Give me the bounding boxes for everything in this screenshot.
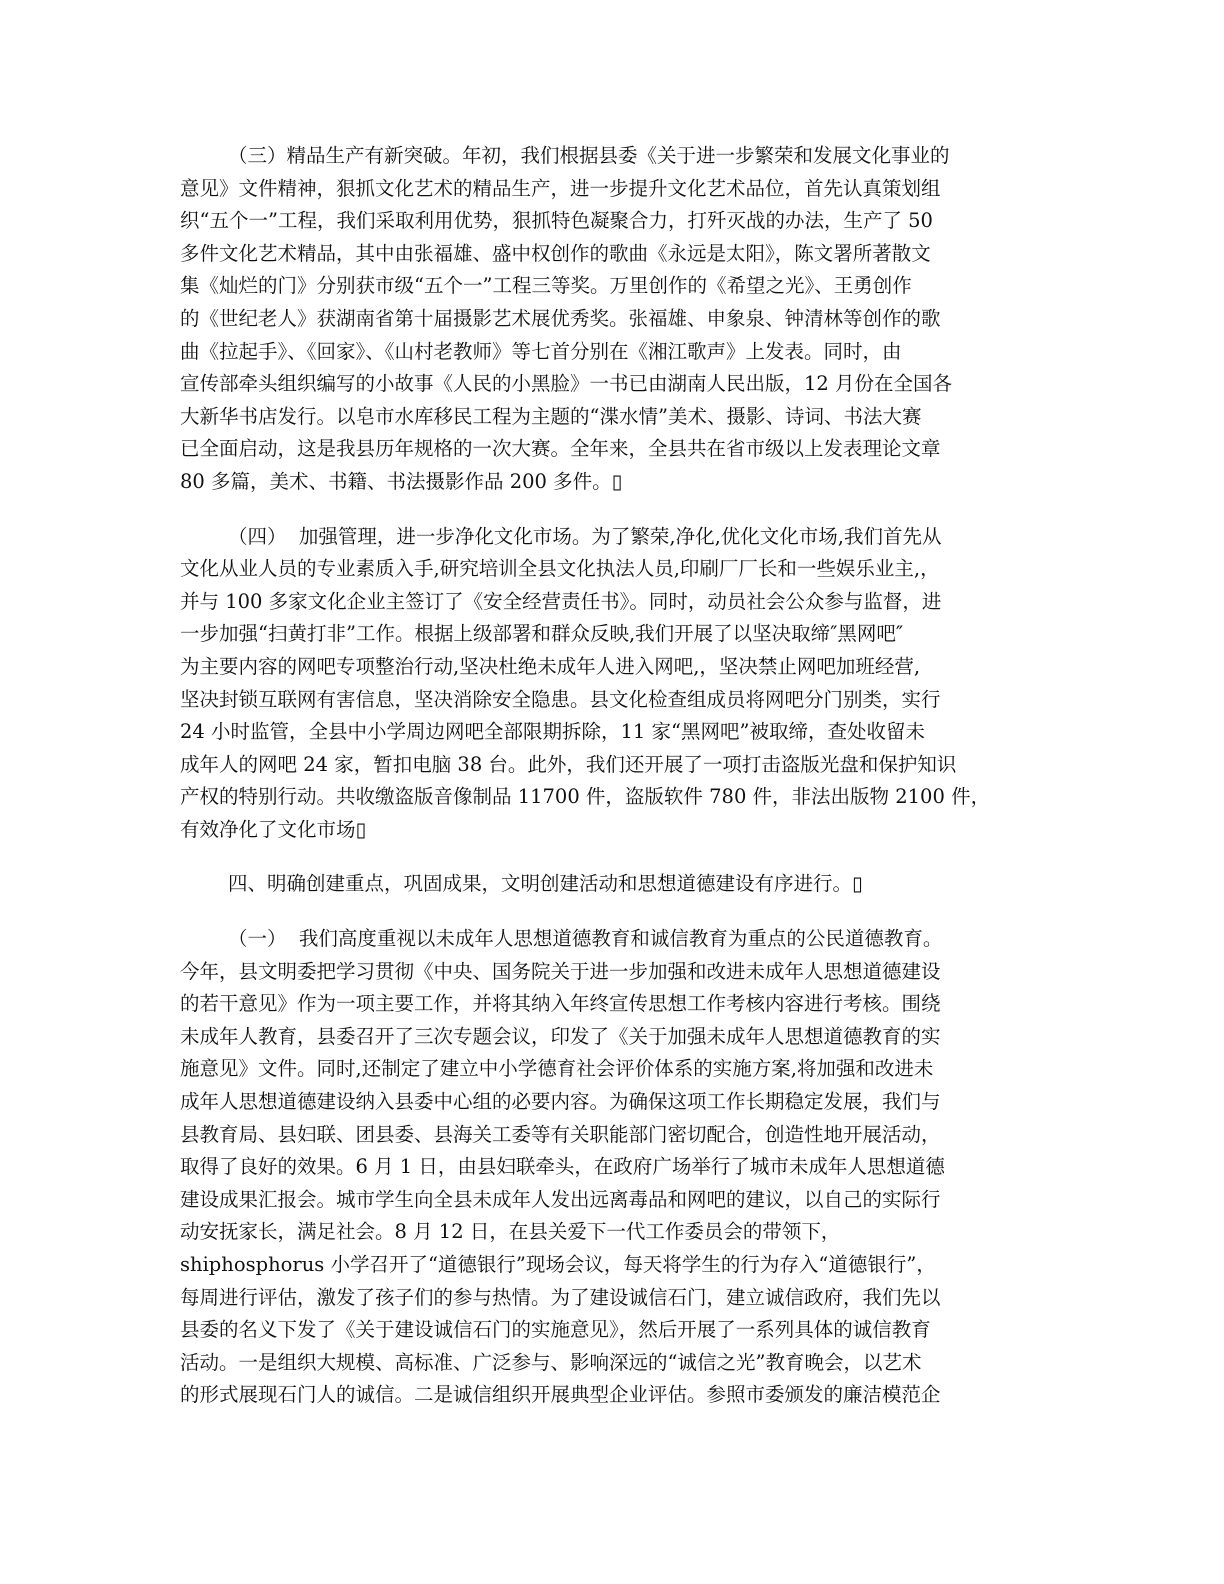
text-line: 一步加强“扫黄打非”工作。根据上级部署和群众反映,我们开展了以坚决取缔″黑网吧″ — [180, 622, 904, 646]
text-line: 的《世纪老人》获湖南省第十届摄影艺术展优秀奖。张福雄、申象泉、钟清林等创作的歌 — [180, 306, 941, 330]
text-line: 为主要内容的网吧专项整治行动,坚决杜绝未成年人进入网吧,，坚决禁止网吧加班经营, — [180, 654, 921, 678]
text-line: 织“五个一”工程，我们采取利用优势，狠抓特色凝聚合力，打歼灭战的办法，生产了 50 — [180, 209, 933, 233]
text-line: 四、明确创建重点，巩固成果，文明创建活动和思想道德建设有序进行。▯ — [228, 872, 863, 896]
text-line: 取得了良好的效果。6 月 1 日，由县妇联牵头，在政府广场举行了城市未成年人思想道德 — [180, 1155, 945, 1179]
text-line: 多件文化艺术精品，其中由张福雄、盛中权创作的歌曲《永远是太阳》，陈文署所著散文 — [180, 241, 931, 265]
text-line: 产权的特别行动。共收缴盗版音像制品 11700 件，盗版软件 780 件，非法出版物 2100 件， — [180, 785, 991, 809]
text-line: 成年人思想道德建设纳入县委中心组的必要内容。为确保这项工作长期稳定发展，我们与 — [180, 1090, 941, 1114]
text-line: 活动。一是组织大规模、高标准、广泛参与、影响深远的“诚信之光”教育晚会，以艺术 — [180, 1350, 922, 1374]
paragraph-market-management — [180, 521, 1046, 847]
text-line: 动安抚家长，满足社会。8 月 12 日，在县关爱下一代工作委员会的带领下， — [180, 1220, 841, 1244]
text-line: 并与 100 多家文化企业主签订了《安全经营责任书》。同时，动员社会公众参与监督，进 — [180, 589, 942, 613]
text-line: 未成年人教育，县委召开了三次专题会议，印发了《关于加强未成年人思想道德教育的实 — [180, 1024, 941, 1048]
text-line: （四） 加强管理，进一步净化文化市场。为了繁荣,净化,优化文化市场,我们首先从 — [228, 524, 942, 548]
text-line: 意见》文件精神，狠抓文化艺术的精品生产，进一步提升文化艺术品位，首先认真策划组 — [180, 176, 941, 200]
paragraph-moral-education — [180, 923, 1046, 1412]
text-line: 24 小时监管，全县中小学周边网吧全部限期拆除，11 家“黑网吧”被取缔，查处收留未 — [180, 720, 925, 744]
text-line: 施意见》文件。同时,还制定了建立中小学德育社会评价体系的实施方案,将加强和改进未 — [180, 1057, 934, 1081]
text-line: 的若干意见》作为一项主要工作，并将其纳入年终宣传思想工作考核内容进行考核。围绕 — [180, 992, 941, 1016]
text-line: 坚决封锁互联网有害信息，坚决消除安全隐患。县文化检查组成员将网吧分门别类，实行 — [180, 687, 941, 711]
text-line: 县委的名义下发了《关于建设诚信石门的实施意见》，然后开展了一系列具体的诚信教育 — [180, 1318, 931, 1342]
text-line: （一） 我们高度重视以未成年人思想道德教育和诚信教育为重点的公民道德教育。 — [228, 927, 943, 951]
section-heading-civilization — [180, 868, 1046, 901]
text-line: 今年，县文明委把学习贯彻《中央、国务院关于进一步加强和改进未成年人思想道德建设 — [180, 959, 941, 983]
text-line: 每周进行评估，激发了孩子们的参与热情。为了建设诚信石门，建立诚信政府，我们先以 — [180, 1285, 941, 1309]
text-line: 已全面启动，这是我县历年规格的一次大赛。全年来，全县共在省市级以上发表理论文章 — [180, 437, 941, 461]
text-line: 建设成果汇报会。城市学生向全县未成年人发出远离毒品和网吧的建议，以自己的实际行 — [180, 1187, 941, 1211]
text-line: 成年人的网吧 24 家，暂扣电脑 38 台。此外，我们还开展了一项打击盗版光盘和保护知识 — [180, 752, 957, 776]
text-line: 大新华书店发行。以皂市水库移民工程为主题的“渫水情”美术、摄影、诗词、书法大赛 — [180, 404, 922, 428]
document-page — [180, 140, 1046, 1434]
text-line: 80 多篇，美术、书籍、书法摄影作品 200 多件。▯ — [180, 469, 623, 493]
text-line: 的形式展现石门人的诚信。二是诚信组织开展典型企业评估。参照市委颁发的廉洁模范企 — [180, 1383, 941, 1407]
paragraph-boutique-production — [180, 140, 1046, 499]
text-line: 集《灿烂的门》分别获市级“五个一”工程三等奖。万里创作的《希望之光》、王勇创作 — [180, 274, 912, 298]
text-line: shiphosphorus 小学召开了“道德银行”现场会议，每天将学生的行为存入“道德银行”， — [180, 1253, 936, 1276]
text-line: 曲《拉起手》、《回家》、《山村老教师》等七首分别在《湘江歌声》上发表。同时，由 — [180, 339, 902, 363]
text-line: 文化从业人员的专业素质入手,研究培训全县文化执法人员,印刷厂厂长和一些娱乐业主,， — [180, 557, 940, 581]
text-line: 宣传部牵头组织编写的小故事《人民的小黑脸》一书已由湖南人民出版，12 月份在全国各 — [180, 372, 953, 396]
text-line: （三）精品生产有新突破。年初，我们根据县委《关于进一步繁荣和发展文化事业的 — [228, 144, 950, 167]
text-line: 县教育局、县妇联、团县委、县海关工委等有关职能部门密切配合，创造性地开展活动， — [180, 1122, 941, 1146]
text-line: 有效净化了文化市场▯ — [180, 817, 367, 841]
